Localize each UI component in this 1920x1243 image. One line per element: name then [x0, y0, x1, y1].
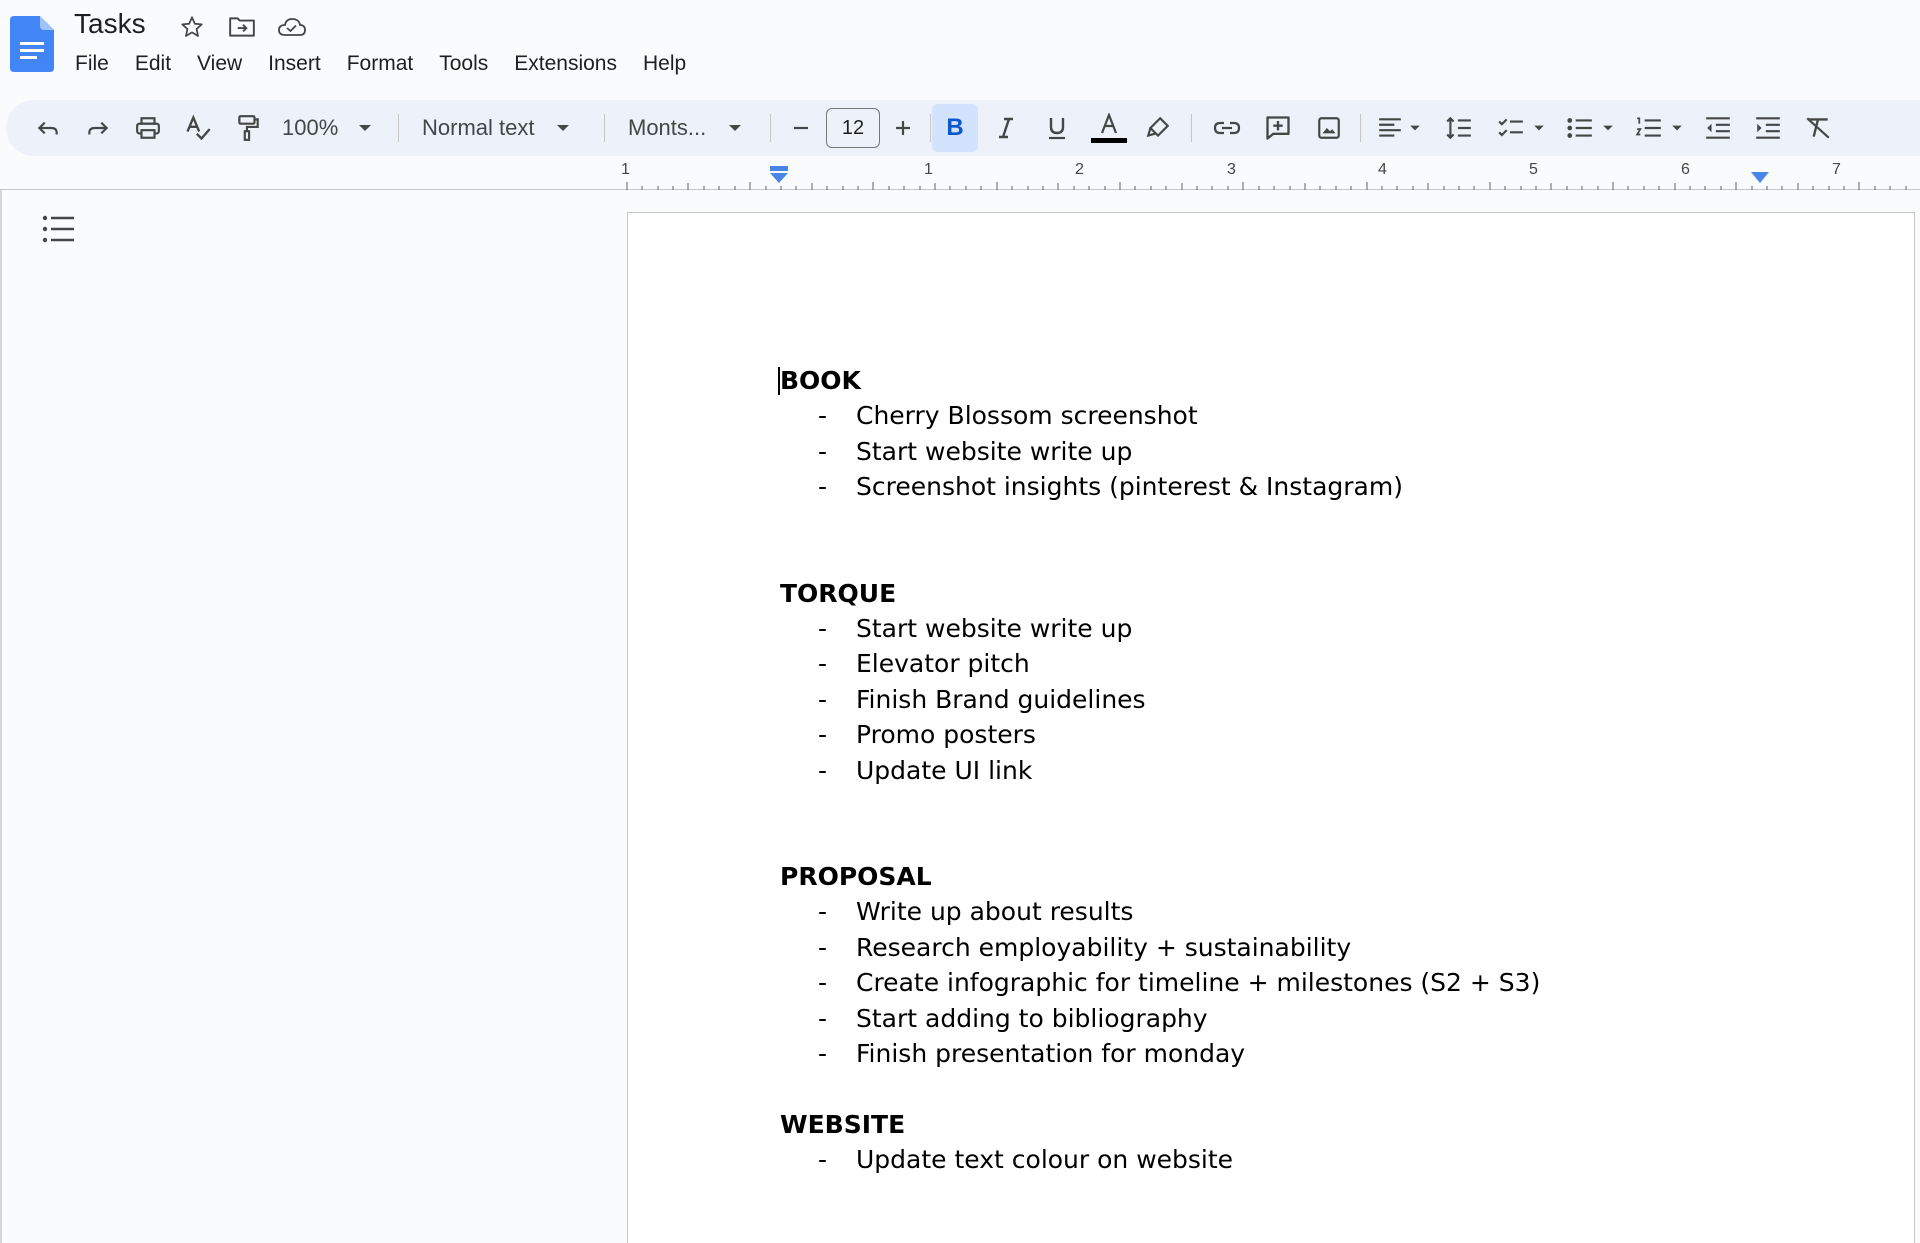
toolbar-divider: [398, 114, 399, 142]
menu-help[interactable]: Help: [642, 52, 687, 75]
font-value: Monts...: [628, 115, 707, 140]
blank-lines: [780, 505, 1540, 576]
text-color-icon: [1096, 113, 1122, 135]
list-item: - Update UI link: [818, 755, 1033, 785]
zoom-select[interactable]: [282, 100, 382, 156]
decrease-indent-icon[interactable]: [1698, 100, 1738, 156]
menu-format[interactable]: Format: [346, 52, 414, 75]
ruler-label: 1: [621, 161, 630, 178]
menu-edit[interactable]: Edit: [134, 52, 172, 75]
list-item: - Write up about results: [818, 897, 1134, 926]
align-left-icon: [1377, 116, 1403, 140]
numbered-list-icon: [1635, 115, 1663, 141]
italic-icon[interactable]: [986, 100, 1026, 156]
section-heading: PROPOSAL: [780, 862, 932, 891]
toolbar-divider: [770, 114, 771, 142]
spellcheck-icon[interactable]: [178, 100, 218, 156]
increase-font-size-icon[interactable]: [883, 100, 923, 156]
clear-formatting-icon[interactable]: [1798, 100, 1838, 156]
document-page[interactable]: [627, 212, 1915, 1243]
docs-logo-icon[interactable]: [10, 16, 54, 72]
list-item: - Research employability + sustainability: [818, 932, 1352, 962]
redo-icon[interactable]: [78, 100, 118, 156]
list-item: - Start website write up: [818, 436, 1133, 466]
chevron-down-icon: [728, 123, 742, 133]
menu-file[interactable]: File: [75, 52, 109, 75]
paint-format-icon[interactable]: [228, 100, 268, 156]
toolbar-divider: [930, 114, 931, 142]
bold-icon: B: [946, 114, 964, 141]
chevron-down-icon: [1671, 124, 1683, 132]
decrease-font-size-icon[interactable]: [781, 100, 821, 156]
list-item: - Start adding to bibliography: [818, 1003, 1208, 1033]
list-item: - Start website write up: [818, 613, 1133, 643]
font-size-input[interactable]: 12: [826, 108, 880, 148]
add-comment-icon[interactable]: [1258, 100, 1298, 156]
ruler-label: 6: [1681, 161, 1690, 178]
zoom-value: 100%: [282, 115, 339, 140]
menu-tools[interactable]: Tools: [439, 52, 489, 75]
paragraph-style-value: Normal text: [422, 115, 535, 140]
section-heading: TORQUE: [780, 578, 897, 608]
undo-icon[interactable]: [28, 100, 68, 156]
chevron-down-icon: [358, 123, 372, 133]
list-item: - Create infographic for timeline + milestones (S2 + S3): [818, 968, 1541, 997]
align-menu-button[interactable]: [1371, 100, 1427, 156]
horizontal-ruler: [0, 160, 1920, 190]
ruler-label: 3: [1227, 161, 1236, 178]
document-outline-icon[interactable]: [40, 210, 78, 248]
toolbar-divider: [1191, 114, 1192, 142]
toolbar-divider: [1360, 114, 1361, 142]
line-spacing-icon[interactable]: [1439, 100, 1479, 156]
ruler-ticks: [0, 160, 1920, 190]
paragraph-style-select[interactable]: [422, 100, 592, 156]
menu-view[interactable]: View: [197, 52, 243, 75]
list-item: - Promo posters: [818, 720, 1036, 749]
checklist-menu-button[interactable]: [1491, 100, 1551, 156]
menu-bar: [62, 48, 699, 80]
document-body[interactable]: [780, 363, 1540, 1177]
chevron-down-icon: [1533, 124, 1545, 132]
toolbar-divider: [604, 114, 605, 142]
list-item: - Finish presentation for monday: [818, 1039, 1246, 1068]
bold-button[interactable]: [932, 104, 978, 152]
increase-indent-icon[interactable]: [1748, 100, 1788, 156]
menu-insert[interactable]: Insert: [268, 52, 321, 75]
print-icon[interactable]: [128, 100, 168, 156]
toolbar: [6, 100, 1920, 156]
chevron-down-icon: [1602, 124, 1614, 132]
chevron-down-icon: [556, 123, 570, 133]
checklist-icon: [1497, 115, 1525, 141]
section-heading: BOOK: [780, 366, 861, 395]
ruler-label: 5: [1529, 161, 1538, 178]
move-folder-icon[interactable]: [227, 12, 257, 42]
cloud-saved-icon[interactable]: [277, 12, 307, 42]
right-indent-marker-icon[interactable]: [1750, 171, 1770, 185]
insert-link-icon[interactable]: [1207, 100, 1247, 156]
insert-image-icon[interactable]: [1309, 100, 1349, 156]
section-heading: WEBSITE: [780, 1109, 906, 1139]
ruler-label: 4: [1378, 161, 1387, 178]
ruler-label: 2: [1075, 161, 1084, 178]
list-item: - Update text colour on website: [818, 1144, 1234, 1174]
highlight-color-icon[interactable]: [1138, 100, 1178, 156]
document-title[interactable]: Tasks: [74, 8, 146, 39]
font-select[interactable]: [628, 100, 758, 156]
title-bar: [0, 0, 1920, 95]
ruler-label: 1: [924, 161, 933, 178]
menu-extensions[interactable]: Extensions: [514, 52, 617, 75]
bulleted-list-icon: [1566, 116, 1594, 140]
blank-line: [780, 1072, 1540, 1107]
underline-icon[interactable]: [1037, 100, 1077, 156]
star-icon[interactable]: [177, 12, 207, 42]
bulleted-list-menu-button[interactable]: [1560, 100, 1620, 156]
ruler-label: 7: [1832, 161, 1841, 178]
numbered-list-menu-button[interactable]: [1629, 100, 1689, 156]
list-item: - Cherry Blossom screenshot: [818, 401, 1198, 430]
blank-lines: [780, 788, 1540, 859]
text-color-button[interactable]: [1087, 100, 1131, 156]
chevron-down-icon: [1409, 124, 1421, 132]
text-color-swatch: [1091, 138, 1127, 143]
list-item: - Screenshot insights (pinterest & Instagram): [818, 472, 1403, 501]
left-panel-edge: [0, 190, 2, 1243]
list-item: - Elevator pitch: [818, 649, 1030, 678]
text-cursor: [778, 367, 780, 395]
list-item: - Finish Brand guidelines: [818, 684, 1146, 714]
left-indent-marker-icon[interactable]: [768, 166, 790, 186]
